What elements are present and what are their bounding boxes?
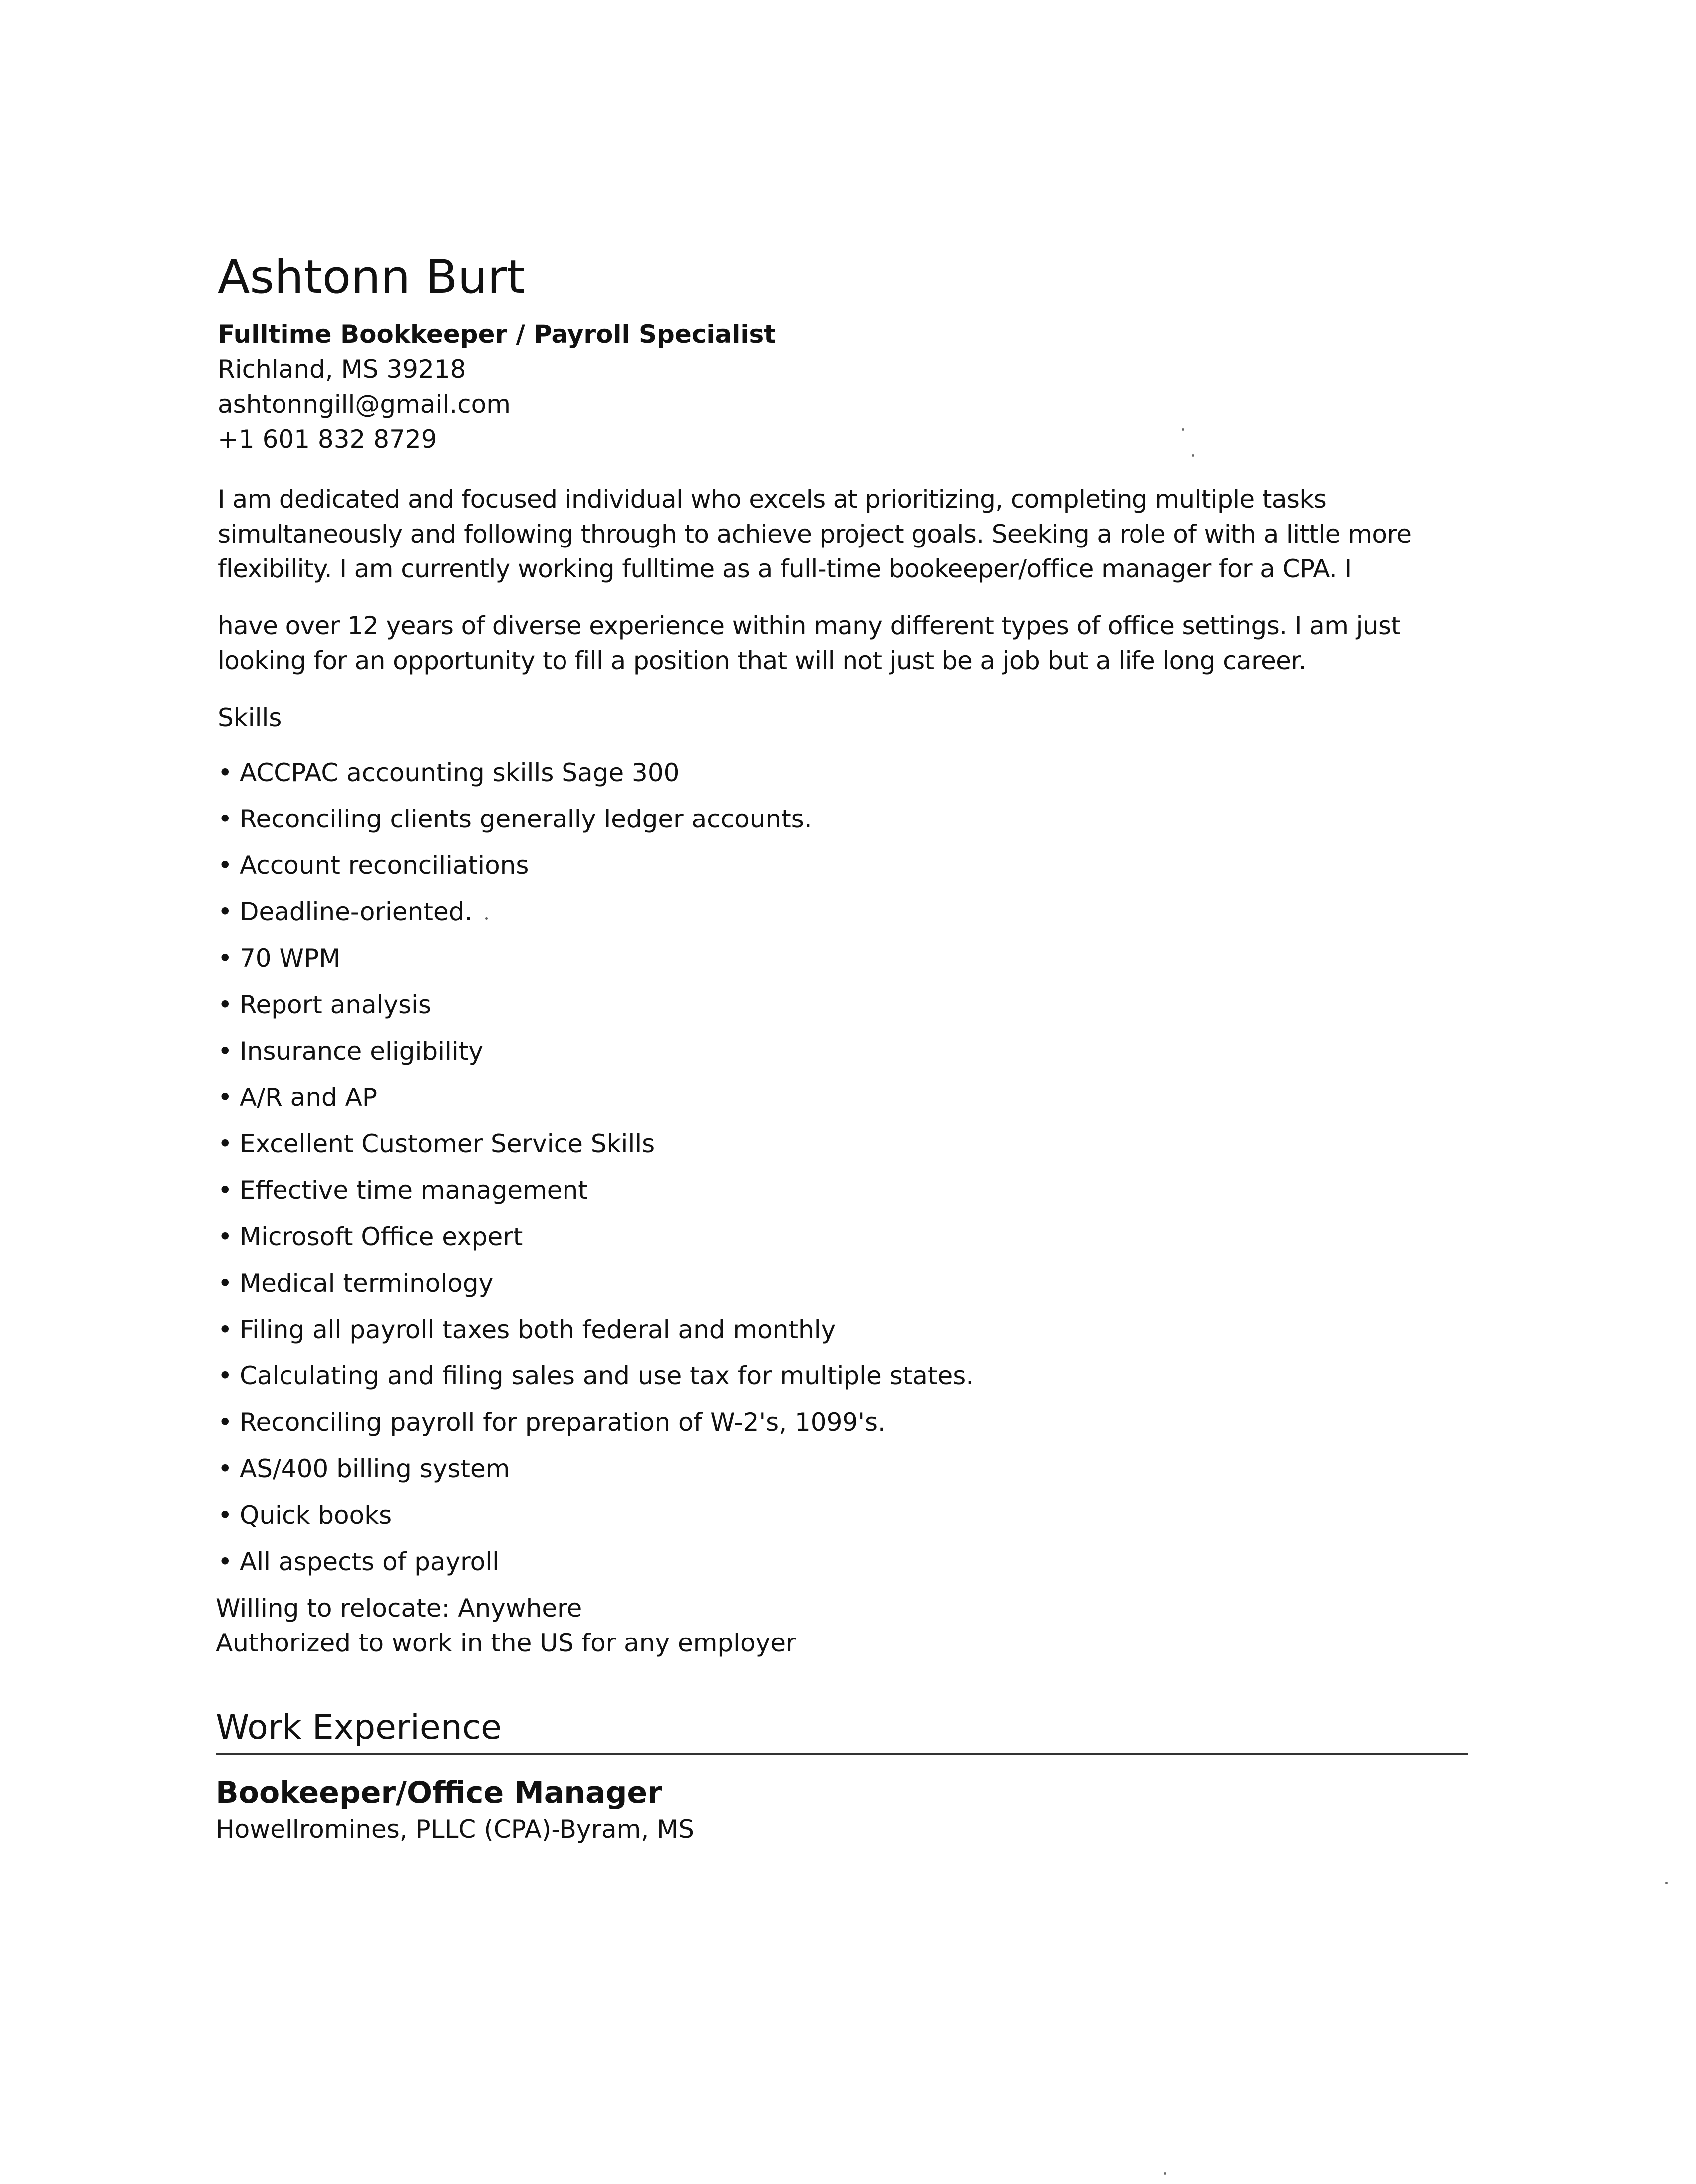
skill-text: Report analysis xyxy=(240,990,432,1019)
skill-text: ACCPAC accounting skills Sage 300 xyxy=(240,758,680,787)
bullet-icon: • xyxy=(218,1547,233,1576)
candidate-phone: +1 601 832 8729 xyxy=(218,424,437,454)
skill-item xyxy=(218,1126,1475,1161)
bullet-icon: • xyxy=(218,1315,233,1344)
skill-text: Filing all payroll taxes both federal and monthly xyxy=(240,1315,836,1344)
skill-item xyxy=(218,1312,1475,1347)
skill-item xyxy=(218,894,1475,929)
bullet-icon: • xyxy=(218,1222,233,1251)
section-divider xyxy=(216,1753,1468,1755)
skill-text: Reconciling clients generally ledger accounts. xyxy=(240,804,812,833)
skill-item xyxy=(218,848,1475,883)
skill-item xyxy=(218,802,1475,836)
bullet-icon: • xyxy=(218,897,233,926)
bullet-icon: • xyxy=(218,990,233,1019)
skill-item xyxy=(218,1080,1475,1115)
candidate-location: Richland, MS 39218 xyxy=(218,354,466,384)
bullet-icon: • xyxy=(218,1268,233,1298)
job-entry xyxy=(218,1774,1475,1847)
skill-text: Calculating and filing sales and use tax for multiple states. xyxy=(240,1361,974,1390)
skill-text: A/R and AP xyxy=(240,1083,378,1112)
scan-speck xyxy=(1164,2172,1166,2175)
candidate-headline: Fulltime Bookkeeper / Payroll Specialist xyxy=(218,319,776,349)
skill-text: Microsoft Office expert xyxy=(240,1222,523,1251)
summary-paragraph: have over 12 years of diverse experience within many different types of office settings. I am just looking for an opportunity to fill a position that will not just be a job but a life long career. xyxy=(218,611,1401,675)
preferences-section xyxy=(216,1591,1475,1660)
bullet-icon: • xyxy=(218,1129,233,1158)
job-title: Bookeeper/Office Manager xyxy=(216,1775,662,1811)
candidate-name: Ashtonn Burt xyxy=(218,250,525,304)
skill-text: Excellent Customer Service Skills xyxy=(240,1129,655,1158)
candidate-email: ashtonngill@gmail.com xyxy=(218,389,511,419)
bullet-icon: • xyxy=(218,1500,233,1530)
bullet-icon: • xyxy=(218,1454,233,1483)
summary-paragraph: I am dedicated and focused individual who excels at prioritizing, completing multiple tasks simultaneously and following through to achieve project goals. Seeking a role of with a little more flexibility. I am currently working fulltime as a full-time bookeeper/office manager for a CPA. I xyxy=(218,484,1412,583)
skill-item xyxy=(218,987,1475,1022)
resume-content xyxy=(218,250,1475,1847)
work-experience-heading: Work Experience xyxy=(216,1707,502,1747)
skill-text: Account reconciliations xyxy=(240,850,529,880)
skill-text: Quick books xyxy=(240,1500,392,1530)
skill-text: Deadline-oriented. xyxy=(240,897,473,926)
scan-speck xyxy=(1192,454,1194,457)
bullet-icon: • xyxy=(218,1083,233,1112)
relocate-preference: Willing to relocate: Anywhere xyxy=(216,1593,582,1623)
skill-item xyxy=(218,1034,1475,1069)
skill-text: 70 WPM xyxy=(240,943,341,973)
skill-text: Insurance eligibility xyxy=(240,1036,483,1066)
skill-text: All aspects of payroll xyxy=(240,1547,499,1576)
skill-item xyxy=(218,1544,1475,1579)
bullet-icon: • xyxy=(218,758,233,787)
bullet-icon: • xyxy=(218,1407,233,1437)
skill-text: Medical terminology xyxy=(240,1268,494,1298)
skill-item xyxy=(218,1266,1475,1301)
skills-list xyxy=(218,755,1475,1579)
skill-text: Reconciling payroll for preparation of W-2's, 1099's. xyxy=(240,1407,886,1437)
bullet-icon: • xyxy=(218,1361,233,1390)
bullet-icon: • xyxy=(218,1175,233,1205)
summary-section xyxy=(218,482,1475,678)
bullet-icon: • xyxy=(218,943,233,973)
skill-item xyxy=(218,941,1475,976)
skill-item xyxy=(218,1498,1475,1533)
skill-text: Effective time management xyxy=(240,1175,588,1205)
scan-speck xyxy=(485,917,488,920)
scan-speck xyxy=(1665,1882,1668,1884)
skill-item xyxy=(218,1451,1475,1486)
skill-item xyxy=(218,1359,1475,1393)
skill-text: AS/400 billing system xyxy=(240,1454,510,1483)
scan-speck xyxy=(1182,428,1184,431)
bullet-icon: • xyxy=(218,1036,233,1066)
job-company: Howellromines, PLLC (CPA)-Byram, MS xyxy=(216,1815,695,1844)
skill-item xyxy=(218,1173,1475,1208)
bullet-icon: • xyxy=(218,850,233,880)
skill-item xyxy=(218,1219,1475,1254)
work-authorization: Authorized to work in the US for any employer xyxy=(216,1628,796,1657)
skill-item xyxy=(218,755,1475,790)
bullet-icon: • xyxy=(218,804,233,833)
skills-label: Skills xyxy=(218,703,282,732)
skill-item xyxy=(218,1405,1475,1440)
